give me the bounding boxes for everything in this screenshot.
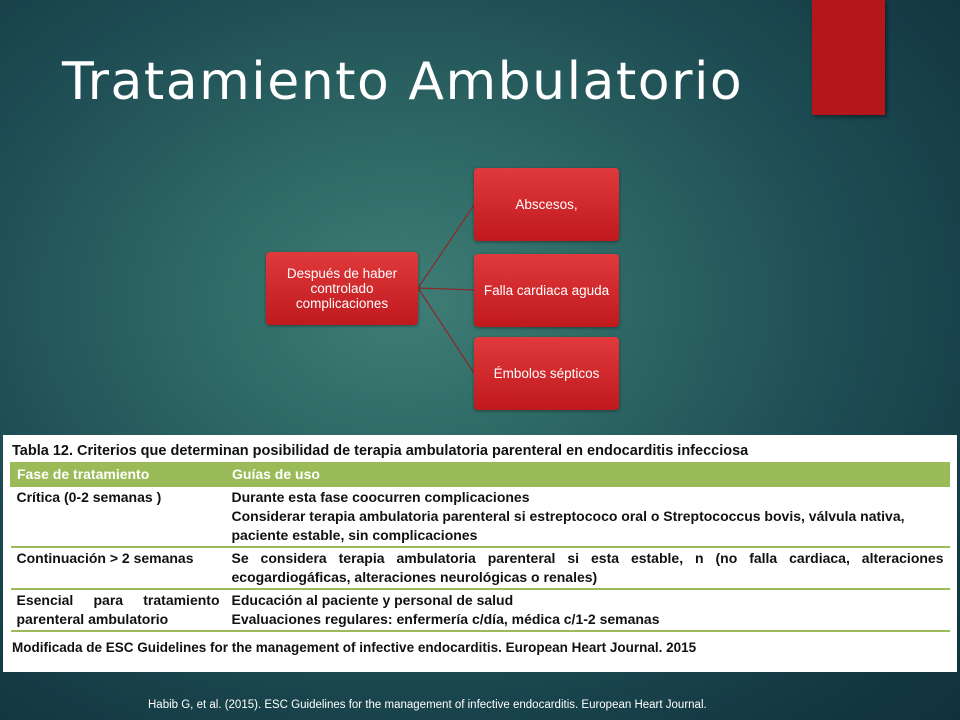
guide-line: Durante esta fase coocurren complicaciones <box>231 489 530 505</box>
table-row <box>11 589 950 631</box>
connector-abscesos <box>418 205 474 288</box>
criteria-table <box>10 462 950 632</box>
guide-cell <box>226 547 950 589</box>
table-row <box>11 547 950 589</box>
slide-title: Tratamiento Ambulatorio <box>62 52 744 112</box>
table-header-row <box>11 463 950 487</box>
connector-falla-cardiaca <box>418 288 474 290</box>
table-caption: Tabla 12. Criterios que determinan posibilidad de terapia ambulatoria parenteral en endocarditis infecciosa <box>12 443 749 459</box>
guide-line: Educación al paciente y personal de salud <box>231 592 514 608</box>
diagram-node-abscesos: Abscesos, <box>474 168 619 241</box>
phase-cell: Crítica (0-2 semanas ) <box>11 486 226 547</box>
header-phase: Fase de tratamiento <box>11 463 226 487</box>
phase-cell: Continuación > 2 semanas <box>11 547 226 589</box>
guide-line: Evaluaciones regulares: enfermería c/día, médica c/1-2 semanas <box>231 611 660 627</box>
phase-cell: Esencial para tratamiento parenteral ambulatorio <box>11 589 226 631</box>
citation: Habib G, et al. (2015). ESC Guidelines for the management of infective endocarditis. European Heart Journal. <box>148 699 707 711</box>
diagram-root-node: Después de haber controlado complicaciones <box>266 252 418 325</box>
table-row <box>11 486 950 547</box>
table-note: Modificada de ESC Guidelines for the management of infective endocarditis. European Heart Journal. 2015 <box>12 640 697 655</box>
guide-line: Se considera terapia ambulatoria parenteral si esta estable, n (no falla cardiaca, alteraciones ecogardiogáficas, alteraciones neurológicas o renales) <box>231 550 944 585</box>
guide-cell <box>226 589 950 631</box>
diagram-node-embolos: Émbolos sépticos <box>474 337 619 410</box>
connector-embolos <box>418 288 474 373</box>
diagram-node-falla-cardiaca: Falla cardiaca aguda <box>474 254 619 327</box>
guide-line: Considerar terapia ambulatoria parenteral si estreptococo oral o Streptococcus bovis, válvula nativa, paciente estable, sin complicaciones <box>231 508 905 543</box>
guide-cell <box>226 486 950 547</box>
header-guides: Guías de uso <box>226 463 950 487</box>
